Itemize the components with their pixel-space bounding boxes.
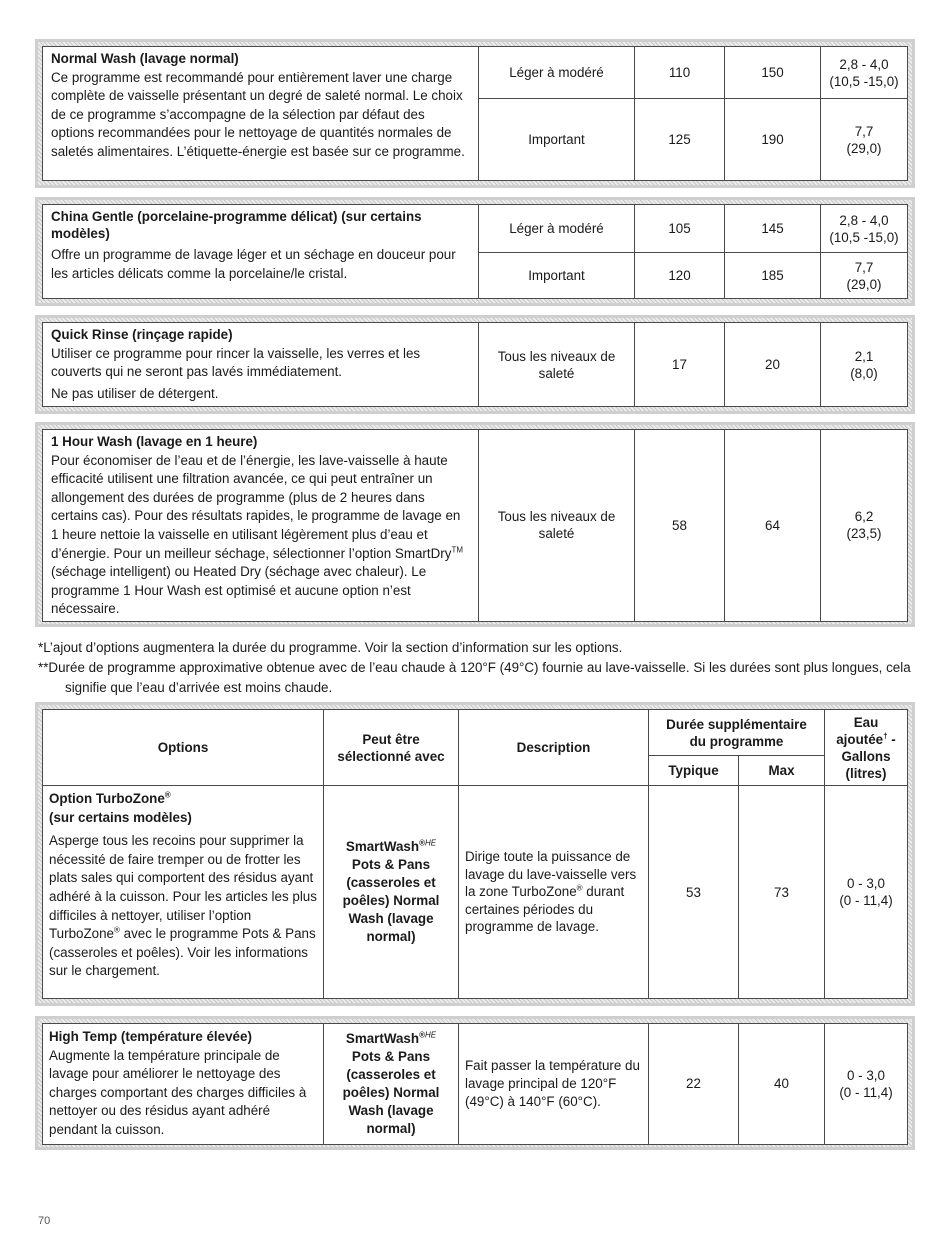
max-time: 190 bbox=[725, 99, 821, 181]
option-water-added: 0 - 3,0 (0 - 11,4) bbox=[825, 1024, 908, 1145]
soil-level: Important bbox=[479, 99, 635, 181]
max-time: 64 bbox=[725, 430, 821, 622]
option-title: High Temp (température élevée) bbox=[49, 1029, 252, 1044]
soil-level: Tous les niveaux de saleté bbox=[479, 430, 635, 622]
water-usage: 2,8 - 4,0 (10,5 -15,0) bbox=[821, 47, 908, 99]
max-time: 20 bbox=[725, 323, 821, 407]
header-description: Description bbox=[459, 710, 649, 786]
option-text: Augmente la température principale de lavage pour améliorer le nettoyage des charges comportant des charges difficiles à nettoyer ou des résidus ayant adhéré pendant la cuisson. bbox=[49, 1047, 307, 1137]
option-description: Dirige toute la puissance de lavage du lave-vaisselle vers la zone TurboZone® durant certaines périodes du programme de lavage. bbox=[459, 786, 649, 999]
typical-time: 110 bbox=[635, 47, 725, 99]
soil-level: Léger à modéré bbox=[479, 205, 635, 253]
water-usage: 2,1 (8,0) bbox=[821, 323, 908, 407]
footnote-duration: **Durée de programme approximative obtenue avec de l’eau chaude à 120°F (49°C) fournie au lave-vaisselle. Si les durées sont plus longues, cela signifie que l’eau d’arrivée est moins chaude. bbox=[38, 660, 911, 695]
header-added-time: Durée supplémentaire du programme bbox=[649, 710, 825, 756]
option-info-cell bbox=[43, 1024, 324, 1145]
program-block-normal-wash bbox=[35, 39, 915, 188]
header-max: Max bbox=[739, 756, 825, 786]
soil-level: Important bbox=[479, 253, 635, 299]
program-description-cell bbox=[43, 205, 479, 299]
program-title: 1 Hour Wash (lavage en 1 heure) bbox=[51, 434, 258, 449]
program-description-cell bbox=[43, 430, 479, 622]
program-description: Utiliser ce programme pour rincer la vaisselle, les verres et les couverts qui ne seront pas lavés immédiatement. bbox=[51, 345, 421, 380]
option-title: Option TurboZone® bbox=[49, 790, 171, 806]
program-description: Pour économiser de l’eau et de l’énergie, les lave-vaisselle à haute efficacité utilisent une filtration avancée, ce qui peut entraîner un allongement des durées de programme (plus de 2 heures dans certains cas). Pour des résultats rapides, le programme de lavage en 1 heure nettoie la vaisselle en utilisant légèrement plus d’eau et d’énergie. Pour un meilleur séchage, sélectionner l’option SmartDry™ (séchage intelligent) ou Heated Dry (séchage avec chaleur). Le programme 1 Hour Wash est optimisé et aucune option n’est nécessaire. bbox=[51, 452, 464, 617]
option-typical-time: 53 bbox=[649, 786, 739, 999]
program-title: Quick Rinse (rinçage rapide) bbox=[51, 327, 233, 342]
program-title: Normal Wash (lavage normal) bbox=[51, 51, 239, 66]
page-number: 70 bbox=[38, 1215, 51, 1227]
program-description-cell bbox=[43, 323, 479, 407]
typical-time: 17 bbox=[635, 323, 725, 407]
option-water-added: 0 - 3,0 (0 - 11,4) bbox=[825, 786, 908, 999]
option-description: Fait passer la température du lavage principal de 120°F (49°C) à 140°F (60°C). bbox=[459, 1024, 649, 1145]
footnote-options: *L’ajout d’options augmentera la durée du programme. Voir la section d’information sur les options. bbox=[38, 640, 623, 655]
option-max-time: 40 bbox=[739, 1024, 825, 1145]
header-water-added: Eau ajoutée† - Gallons (litres) bbox=[825, 710, 908, 786]
program-description: Offre un programme de lavage léger et un séchage en douceur pour les articles délicats comme la porcelaine/le cristal. bbox=[51, 247, 456, 281]
max-time: 145 bbox=[725, 205, 821, 253]
option-text: Asperge tous les recoins pour supprimer la nécessité de faire tremper ou de frotter les plats sales qui comportent des résidus ayant adhéré à la cuisson. Pour les articles les plus difficiles à nettoyer, utiliser l’option TurboZone® avec le programme Pots & Pans (casseroles et poêles). Voir les informations sur le chargement. bbox=[49, 833, 317, 979]
option-typical-time: 22 bbox=[649, 1024, 739, 1145]
typical-time: 58 bbox=[635, 430, 725, 622]
program-block-china-gentle bbox=[35, 197, 915, 306]
max-time: 185 bbox=[725, 253, 821, 299]
program-note: Ne pas utiliser de détergent. bbox=[51, 385, 219, 401]
max-time: 150 bbox=[725, 47, 821, 99]
program-description-cell bbox=[43, 47, 479, 181]
typical-time: 105 bbox=[635, 205, 725, 253]
option-info-cell bbox=[43, 786, 324, 999]
footnotes bbox=[38, 638, 918, 698]
program-description: Ce programme est recommandé pour entièrement laver une charge complète de vaisselle présentant un degré de saleté normal. Le choix de ce programme s’accompagne de la sélection par défaut des options recommandées pour le nettoyage de quantités normales de saletés alimentaires. L’étiquette-énergie est basée sur ce programme. bbox=[51, 69, 465, 159]
soil-level: Léger à modéré bbox=[479, 47, 635, 99]
program-block-1-hour-wash bbox=[35, 422, 915, 627]
header-typical: Typique bbox=[649, 756, 739, 786]
header-options: Options bbox=[43, 710, 324, 786]
option-selectable-with: SmartWash$^{®HE}$ Pots & Pans (casseroles et poêles) Normal Wash (lavage normal) bbox=[324, 786, 459, 999]
water-usage: 7,7 (29,0) bbox=[821, 253, 908, 299]
options-block-turbozone bbox=[35, 702, 915, 1006]
typical-time: 120 bbox=[635, 253, 725, 299]
option-subtitle: (sur certains modèles) bbox=[49, 809, 192, 825]
program-title: China Gentle (porcelaine-programme délicat) (sur certains modèles) bbox=[51, 209, 422, 241]
typical-time: 125 bbox=[635, 99, 725, 181]
soil-level: Tous les niveaux de saleté bbox=[479, 323, 635, 407]
water-usage: 2,8 - 4,0 (10,5 -15,0) bbox=[821, 205, 908, 253]
water-usage: 6,2 (23,5) bbox=[821, 430, 908, 622]
options-block-high-temp bbox=[35, 1016, 915, 1150]
option-max-time: 73 bbox=[739, 786, 825, 999]
program-block-quick-rinse bbox=[35, 315, 915, 414]
header-selectable: Peut être sélectionné avec bbox=[324, 710, 459, 786]
water-usage: 7,7 (29,0) bbox=[821, 99, 908, 181]
option-selectable-with: SmartWash$^{®HE}$ Pots & Pans (casseroles et poêles) Normal Wash (lavage normal) bbox=[324, 1024, 459, 1145]
